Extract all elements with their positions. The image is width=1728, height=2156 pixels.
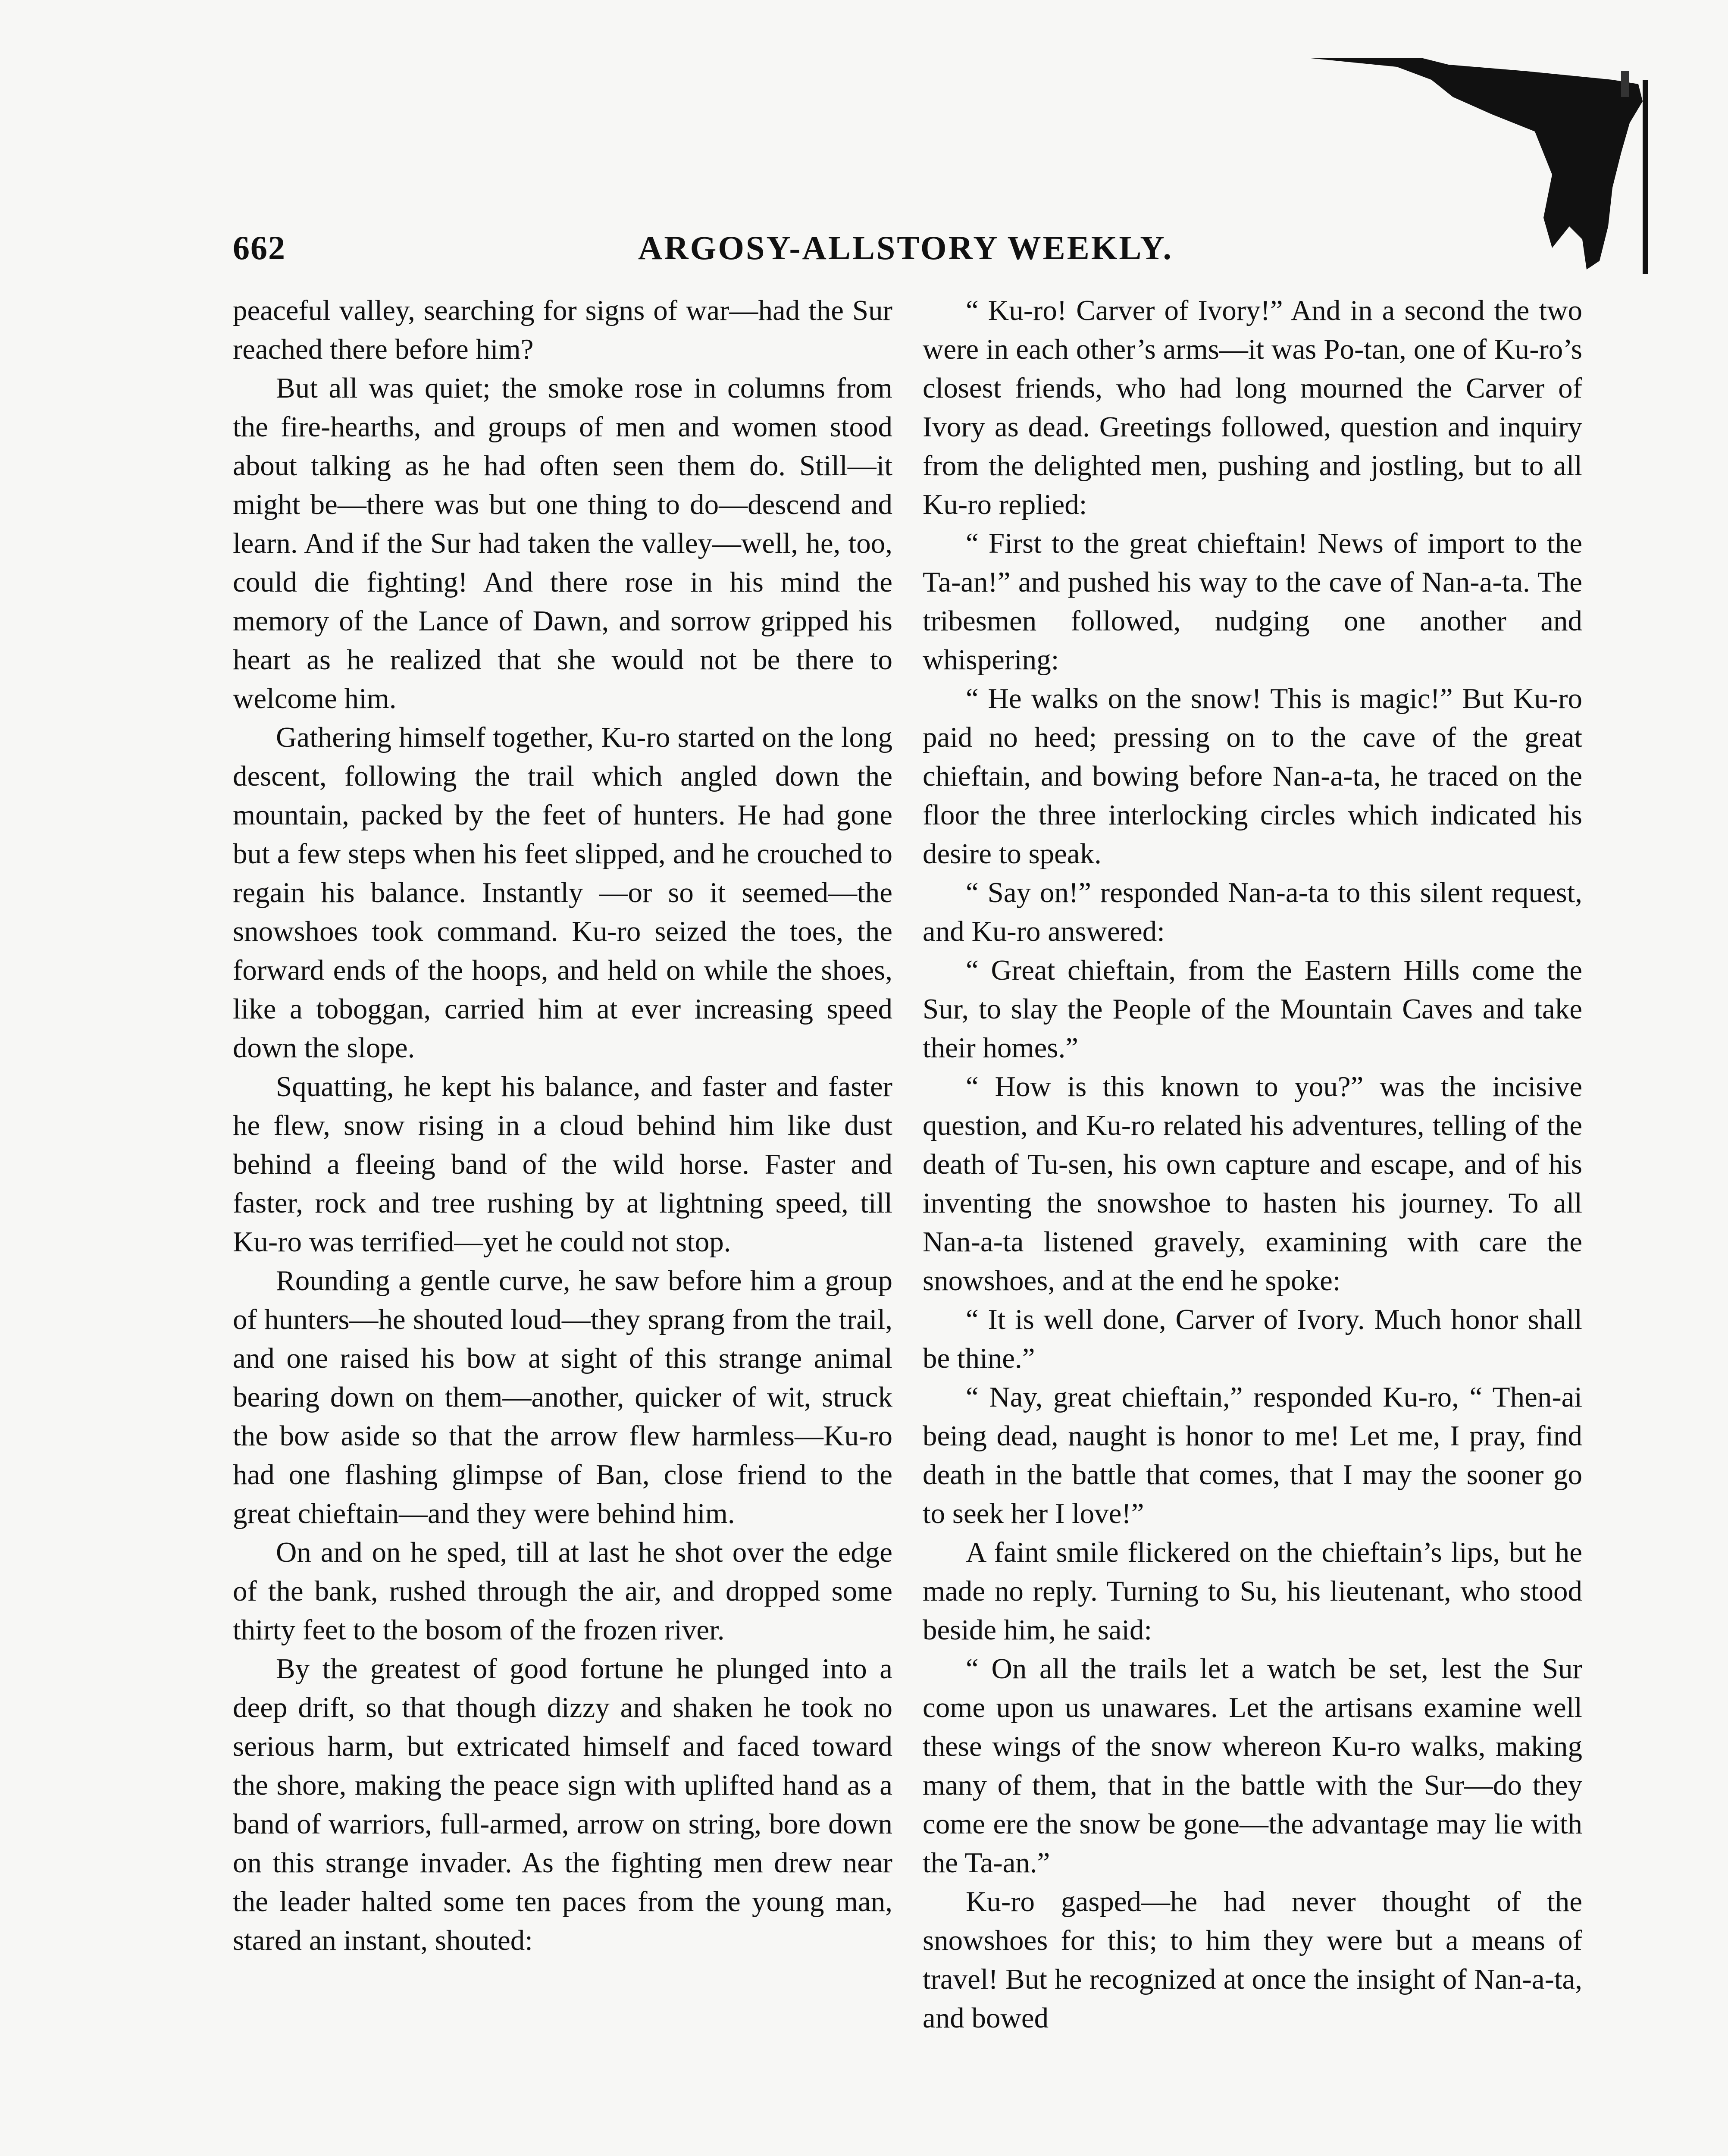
paragraph: “ On all the trails let a watch be set, lest the Sur come upon us unawares. Let the artisans examine well these wings of the snow whereon Ku-ro walks, making many of them, that in the battle with the Sur—do they come ere the snow be gone—the advantage may lie with the Ta-an.” [923,1653,1582,1879]
paragraph: peaceful valley, searching for signs of war—had the Sur reached there before him? [233,295,892,365]
paragraph: “ Nay, great chieftain,” responded Ku-ro, “ Then-ai being dead, naught is honor to me! Let me, I pray, find death in the battle that comes, that I may the sooner go to seek her I love!” [923,1381,1582,1529]
paragraph: “ First to the great chieftain! News of import to the Ta-an!” and pushed his way to the cave of Nan-a-ta. The tribesmen followed, nudging one another and whispering: [923,527,1582,676]
paragraph: “ It is well done, Carver of Ivory. Much honor shall be thine.” [923,1304,1582,1374]
paragraph: But all was quiet; the smoke rose in columns from the fire-hearths, and groups of men and women stood about talking as he had often seen them do. Still—it might be—there was but one thing to do—descend and learn. And if the Sur had taken the valley—well, he, too, could die fighting! And there rose in his mind the memory of the Lance of Dawn, and sorrow gripped his heart as he realized that she would not be there to welcome him. [233,372,892,714]
paragraph: Squatting, he kept his balance, and faster and faster he flew, snow rising in a cloud behind him like dust behind a fleeing band of the wild horse. Faster and faster, rock and tree rushing by at lightning speed, till Ku-ro was terrified—yet he could not stop. [233,1071,892,1258]
page-number: 662 [233,229,286,266]
paragraph: “ Great chieftain, from the Eastern Hills come the Sur, to slay the People of the Mountain Caves and take their homes.” [923,954,1582,1064]
paragraph: By the greatest of good fortune he plunged into a deep drift, so that though dizzy and shaken he took no serious harm, but extricated himself and faced toward the shore, making the peace sign with uplifted hand as a band of warriors, full-armed, arrow on string, bore down on this strange invader. As the fighting men drew near the leader halted some ten paces from the young man, stared an instant, shouted: [233,1653,892,1956]
paragraph: Gathering himself together, Ku-ro started on the long descent, following the trail which angled down the mountain, packed by the feet of hunters. He had gone but a few steps when his feet slipped, and he crouched to regain his balance. Instantly —or so it seemed—the snowshoes took command. Ku-ro seized the toes, the forward ends of the hoops, and held on while the shoes, like a toboggan, carried him at ever increasing speed down the slope. [233,721,892,1064]
paragraph: Ku-ro gasped—he had never thought of the snowshoes for this; to him they were but a means of travel! But he recognized at once the insight of Nan-a-ta, and bowed [923,1886,1582,2034]
paragraph: On and on he sped, till at last he shot over the edge of the bank, rushed through the air, and dropped some thirty feet to the bosom of the frozen river. [233,1536,892,1646]
paragraph: “ He walks on the snow! This is magic!” But Ku-ro paid no heed; pressing on to the cave of the great chieftain, and bowing before Nan-a-ta, he traced on the floor the three interlocking circles which indicated his desire to speak. [923,683,1582,870]
running-title: ARGOSY-ALLSTORY WEEKLY. [638,229,1173,266]
right-column [923,291,1582,2037]
paragraph: Rounding a gentle curve, he saw before him a group of hunters—he shouted loud—they sprang from the trail, and one raised his bow at sight of this strange animal bearing down on them—another, quicker of wit, struck the bow aside so that the arrow flew harmless—Ku-ro had one flashing glimpse of Ban, close friend to the great chieftain—and they were behind him. [233,1265,892,1529]
page-header [233,229,1496,276]
paragraph: A faint smile flickered on the chieftain’s lips, but he made no reply. Turning to Su, his lieutenant, who stood beside him, he said: [923,1536,1582,1646]
left-column [233,291,892,1960]
paragraph: “ How is this known to you?” was the incisive question, and Ku-ro related his adventures, telling of the death of Tu-sen, his own capture and escape, and of his inventing the snowshoe to hasten his journey. To all Nan-a-ta listened gravely, examining with care the snowshoes, and at the end he spoke: [923,1071,1582,1297]
paragraph: “ Say on!” responded Nan-a-ta to this silent request, and Ku-ro answered: [923,877,1582,947]
paragraph: “ Ku-ro! Carver of Ivory!” And in a second the two were in each other’s arms—it was Po-tan, one of Ku-ro’s closest friends, who had long mourned the Carver of Ivory as dead. Greetings followed, question and inquiry from the delighted men, pushing and jostling, but to all Ku-ro replied: [923,295,1582,520]
